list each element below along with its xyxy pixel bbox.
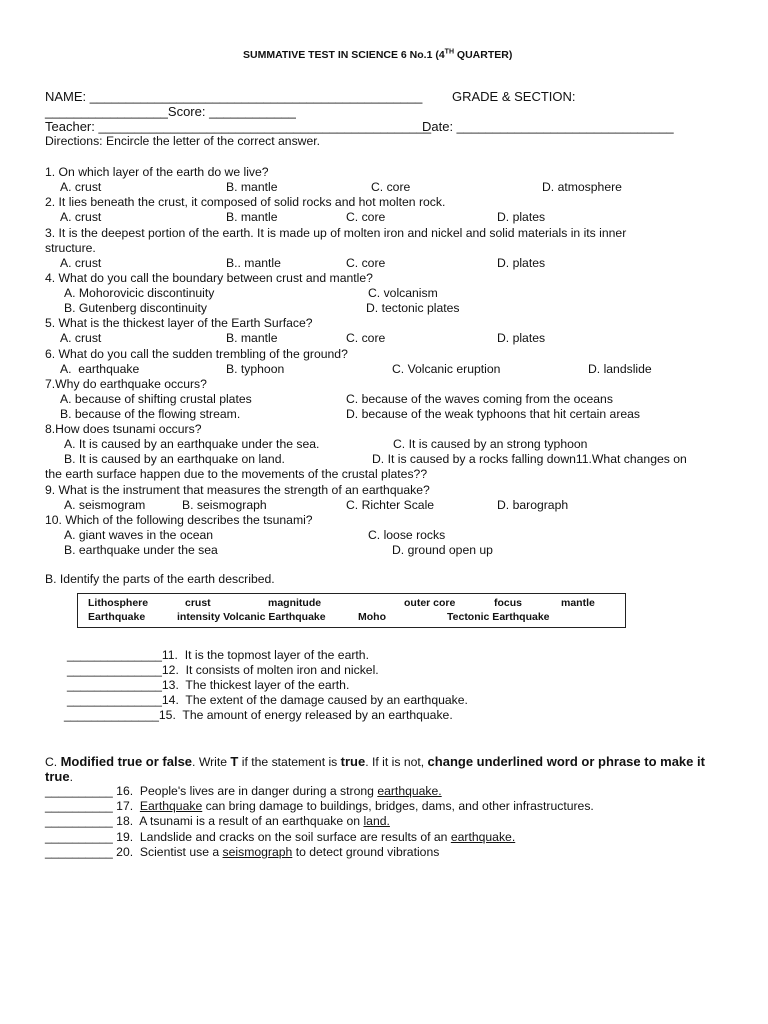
word-bank-item: outer core bbox=[404, 597, 456, 609]
item-18[interactable] bbox=[45, 814, 390, 829]
part-c-label: C. bbox=[45, 755, 61, 769]
choice-2a[interactable]: A. crust bbox=[60, 210, 102, 224]
item-17-text: can bring damage to buildings, bridges, dams, and other infrastructures. bbox=[202, 799, 594, 813]
part-c-text: . bbox=[69, 770, 73, 784]
choice-10c[interactable]: C. loose rocks bbox=[368, 528, 446, 542]
word-bank-item: Moho bbox=[358, 611, 386, 623]
directions: Directions: Encircle the letter of the correct answer. bbox=[45, 134, 321, 148]
choice-2c[interactable]: C. core bbox=[346, 210, 386, 224]
choice-7c[interactable]: C. because of the waves coming from the oceans bbox=[346, 392, 613, 406]
part-c-heading-cont bbox=[45, 769, 73, 785]
choice-1c[interactable]: C. core bbox=[371, 180, 411, 194]
choice-1a[interactable]: A. crust bbox=[60, 180, 102, 194]
title-superscript: TH bbox=[444, 48, 455, 56]
part-c-text: . If it is not, bbox=[365, 755, 428, 769]
choice-6a[interactable]: A. earthquake bbox=[60, 362, 140, 376]
question-3-cont: structure. bbox=[45, 241, 96, 255]
score-field[interactable]: _________________Score: ____________ bbox=[45, 104, 296, 119]
word-bank-item: focus bbox=[494, 597, 523, 609]
choice-3d[interactable]: D. plates bbox=[497, 256, 546, 270]
part-c-t: T bbox=[230, 754, 239, 769]
item-20[interactable] bbox=[45, 845, 439, 860]
choice-8d[interactable]: D. It is caused by a rocks falling down11.What changes on bbox=[372, 452, 687, 466]
question-6: 6. What do you call the sudden trembling of the ground? bbox=[45, 347, 348, 361]
choice-5a[interactable]: A. crust bbox=[60, 331, 102, 345]
choice-3a[interactable]: A. crust bbox=[60, 256, 102, 270]
part-b-heading: B. Identify the parts of the earth described. bbox=[45, 572, 275, 586]
name-field[interactable]: NAME: ______________________________________________ bbox=[45, 89, 423, 104]
item-19-underlined: earthquake. bbox=[450, 830, 516, 844]
choice-6b[interactable]: B. typhoon bbox=[226, 362, 285, 376]
choice-1b[interactable]: B. mantle bbox=[226, 180, 278, 194]
word-bank-item: Tectonic Earthquake bbox=[447, 611, 550, 623]
item-18-underlined: land. bbox=[363, 814, 390, 828]
question-5: 5. What is the thickest layer of the Earth Surface? bbox=[45, 316, 313, 330]
item-16-underlined: earthquake. bbox=[377, 784, 442, 798]
choice-1d[interactable]: D. atmosphere bbox=[542, 180, 622, 194]
item-16[interactable] bbox=[45, 784, 442, 799]
choice-5d[interactable]: D. plates bbox=[497, 331, 546, 345]
part-c-heading bbox=[45, 754, 705, 770]
choice-2d[interactable]: D. plates bbox=[497, 210, 546, 224]
item-16-text: __________ 16. People's lives are in danger during a strong bbox=[45, 784, 378, 798]
page-title bbox=[243, 48, 512, 63]
item-19[interactable] bbox=[45, 830, 515, 845]
choice-10a[interactable]: A. giant waves in the ocean bbox=[64, 528, 214, 542]
question-8: 8.How does tsunami occurs? bbox=[45, 422, 202, 436]
choice-9a[interactable]: A. seismogram bbox=[64, 498, 146, 512]
item-12[interactable]: ______________12. It consists of molten iron and nickel. bbox=[67, 663, 379, 677]
choice-4a[interactable]: A. Mohorovicic discontinuity bbox=[64, 286, 215, 300]
choice-4d[interactable]: D. tectonic plates bbox=[366, 301, 460, 315]
item-17-text: __________ 17. bbox=[45, 799, 140, 813]
choice-7a[interactable]: A. because of shifting crustal plates bbox=[60, 392, 252, 406]
choice-7d[interactable]: D. because of the weak typhoons that hit certain areas bbox=[346, 407, 641, 421]
part-c-true: true bbox=[340, 754, 366, 769]
choice-9b[interactable]: B. seismograph bbox=[182, 498, 267, 512]
part-c-text: . Write bbox=[192, 755, 231, 769]
choice-2b[interactable]: B. mantle bbox=[226, 210, 278, 224]
word-bank-item: mantle bbox=[561, 597, 595, 609]
choice-4b[interactable]: B. Gutenberg discontinuity bbox=[64, 301, 207, 315]
title-end: QUARTER) bbox=[454, 49, 513, 61]
word-bank-item: Lithosphere bbox=[88, 597, 149, 609]
item-18-text: __________ 18. A tsunami is a result of an earthquake on bbox=[45, 814, 364, 828]
choice-10d[interactable]: D. ground open up bbox=[392, 543, 493, 557]
choice-4c[interactable]: C. volcanism bbox=[368, 286, 438, 300]
question-1: 1. On which layer of the earth do we live? bbox=[45, 165, 269, 179]
question-4: 4. What do you call the boundary between crust and mantle? bbox=[45, 271, 373, 285]
item-20-underlined: seismograph bbox=[222, 845, 293, 859]
question-10: 10. Which of the following describes the tsunami? bbox=[45, 513, 313, 527]
item-17[interactable] bbox=[45, 799, 594, 814]
item-11[interactable]: ______________11. It is the topmost layer of the earth. bbox=[67, 648, 369, 662]
date-field[interactable]: Date: ______________________________ bbox=[422, 119, 674, 134]
item-20-text: __________ 20. Scientist use a bbox=[45, 845, 223, 859]
word-bank-item: magnitude bbox=[268, 597, 322, 609]
choice-8a[interactable]: A. It is caused by an earthquake under the sea. bbox=[64, 437, 320, 451]
choice-6c[interactable]: C. Volcanic eruption bbox=[392, 362, 501, 376]
choice-8c[interactable]: C. It is caused by an strong typhoon bbox=[393, 437, 588, 451]
word-bank-item: intensity Volcanic Earthquake bbox=[177, 611, 326, 623]
part-c-text: if the statement is bbox=[238, 755, 341, 769]
part-c-instruction: change underlined word or phrase to make it bbox=[427, 754, 705, 769]
item-19-text: __________ 19. Landslide and cracks on the soil surface are results of an bbox=[45, 830, 451, 844]
choice-8b[interactable]: B. It is caused by an earthquake on land. bbox=[64, 452, 285, 466]
item-14[interactable]: ______________14. The extent of the damage caused by an earthquake. bbox=[67, 693, 468, 707]
choice-9c[interactable]: C. Richter Scale bbox=[346, 498, 435, 512]
question-3: 3. It is the deepest portion of the earth. It is made up of molten iron and nickel and solid materials in its inner bbox=[45, 226, 627, 240]
choice-7b[interactable]: B. because of the flowing stream. bbox=[60, 407, 241, 421]
choice-5b[interactable]: B. mantle bbox=[226, 331, 278, 345]
item-15[interactable]: ______________15. The amount of energy released by an earthquake. bbox=[64, 708, 453, 722]
choice-6d[interactable]: D. landslide bbox=[588, 362, 652, 376]
choice-9d[interactable]: D. barograph bbox=[497, 498, 569, 512]
title-main: SUMMATIVE TEST IN SCIENCE 6 No.1 (4 bbox=[243, 49, 445, 61]
question-7: 7.Why do earthquake occurs? bbox=[45, 377, 207, 391]
teacher-field[interactable]: Teacher: ______________________________________________ bbox=[45, 119, 432, 134]
choice-5c[interactable]: C. core bbox=[346, 331, 386, 345]
grade-section-label: GRADE & SECTION: bbox=[452, 89, 576, 104]
question-9: 9. What is the instrument that measures the strength of an earthquake? bbox=[45, 483, 430, 497]
part-c-true: true bbox=[45, 769, 70, 784]
question-8-cont: the earth surface happen due to the movements of the crustal plates?? bbox=[45, 467, 428, 481]
choice-3c[interactable]: C. core bbox=[346, 256, 386, 270]
word-bank-item: Earthquake bbox=[88, 611, 146, 623]
word-bank-box bbox=[77, 593, 626, 628]
item-20-text: to detect ground vibrations bbox=[292, 845, 440, 859]
item-13[interactable]: ______________13. The thickest layer of the earth. bbox=[67, 678, 350, 692]
question-2: 2. It lies beneath the crust, it composed of solid rocks and hot molten rock. bbox=[45, 195, 446, 209]
word-bank-item: crust bbox=[185, 597, 211, 609]
part-c-title: Modified true or false bbox=[60, 754, 193, 769]
choice-3b[interactable]: B.. mantle bbox=[226, 256, 281, 270]
item-17-underlined: Earthquake bbox=[139, 799, 203, 813]
choice-10b[interactable]: B. earthquake under the sea bbox=[64, 543, 218, 557]
